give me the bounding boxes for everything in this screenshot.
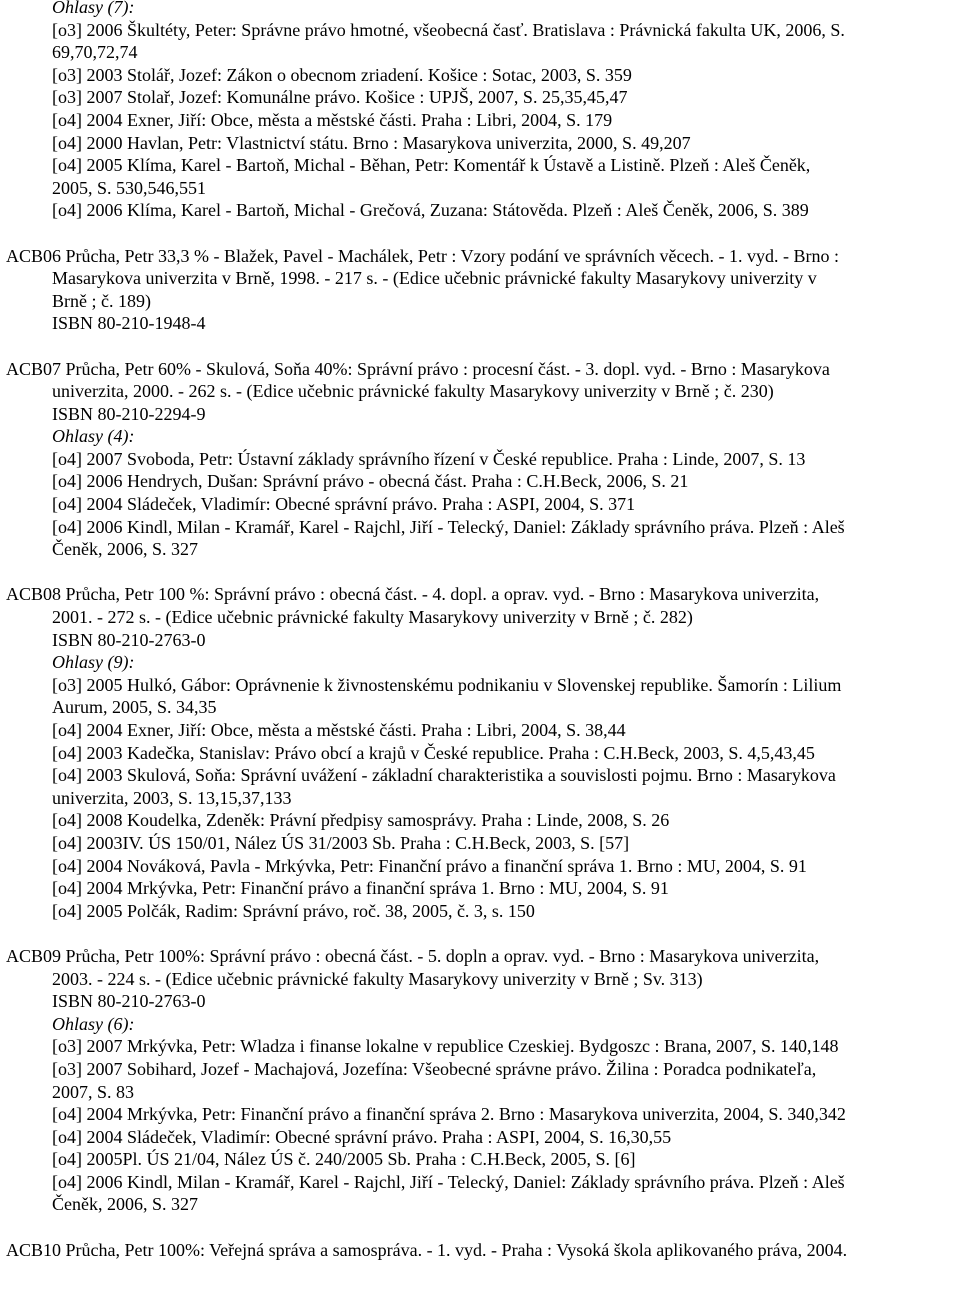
entry-line: ISBN 80-210-1948-4 xyxy=(52,313,206,334)
citations-heading: Ohlasy (9): xyxy=(52,652,135,673)
entry-line: [o3] 2003 Stolář, Jozef: Zákon o obecnom zriadení. Košice : Sotac, 2003, S. 359 xyxy=(52,64,632,85)
entry-line: [o4] 2008 Koudelka, Zdeněk: Právní předpisy samosprávy. Praha : Linde, 2008, S. 26 xyxy=(52,810,670,831)
entry-line: [o3] 2007 Stolař, Jozef: Komunálne právo. Košice : UPJŠ, 2007, S. 25,35,45,47 xyxy=(52,87,628,108)
entry-line: Čeněk, 2006, S. 327 xyxy=(52,539,198,560)
entry-line: Aurum, 2005, S. 34,35 xyxy=(52,697,217,718)
publication-entry xyxy=(6,245,954,335)
entry-line: [o3] 2005 Hulkó, Gábor: Oprávnenie k živnostenskému podnikaniu v Slovenskej republike. Šamorín : Lilium xyxy=(52,674,842,695)
entry-line: Masarykova univerzita v Brně, 1998. - 217 s. - (Edice učebnic právnické fakulty Masarykovy univerzity v xyxy=(52,268,817,289)
entry-line: [o4] 2004 Mrkývka, Petr: Finanční právo a finanční správa 2. Brno : Masarykova univerzita, 2004, S. 340,342 xyxy=(52,1104,846,1125)
entry-line: 2003. - 224 s. - (Edice učebnic právnické fakulty Masarykovy univerzity v Brně ; Sv. 313) xyxy=(52,968,703,989)
publication-entry xyxy=(6,583,954,922)
entry-line: [o4] 2007 Svoboda, Petr: Ústavní základy správního řízení v České republice. Praha : Linde, 2007, S. 13 xyxy=(52,448,806,469)
entry-line: 2001. - 272 s. - (Edice učebnic právnické fakulty Masarykovy univerzity v Brně ; č. 282) xyxy=(52,607,693,628)
entry-heading: ACB07 Průcha, Petr 60% - Skulová, Soňa 40%: Správní právo : procesní část. - 3. dopl. vyd. - Brno : Masarykova xyxy=(6,358,830,379)
entry-line: Brně ; č. 189) xyxy=(52,290,151,311)
entry-spacer xyxy=(6,222,954,245)
entry-spacer xyxy=(6,922,954,945)
entry-line: [o3] 2006 Škultéty, Peter: Správne právo hmotné, všeobecná časť. Bratislava : Právnická fakulta UK, 2006, S. xyxy=(52,19,845,40)
entry-line: [o4] 2004 Sládeček, Vladimír: Obecné správní právo. Praha : ASPI, 2004, S. 16,30,55 xyxy=(52,1126,672,1147)
entry-line: [o3] 2007 Sobihard, Jozef - Machajová, Jozefína: Všeobecné správne právo. Žilina : Poradca podnikateľa, xyxy=(52,1058,817,1079)
entry-line: [o4] 2003IV. ÚS 150/01, Nález ÚS 31/2003 Sb. Praha : C.H.Beck, 2003, S. [57] xyxy=(52,832,630,853)
citations-block xyxy=(6,0,954,222)
entry-heading: ACB08 Průcha, Petr 100 %: Správní právo : obecná část. - 4. dopl. a oprav. vyd. - Brno : Masarykova univerzita, xyxy=(6,584,820,605)
entry-line: [o4] 2006 Kindl, Milan - Kramář, Karel - Rajchl, Jiří - Telecký, Daniel: Základy správního práva. Plzeň : Aleš xyxy=(52,1171,845,1192)
entry-heading: ACB06 Průcha, Petr 33,3 % - Blažek, Pavel - Machálek, Petr : Vzory podání ve správních věcech. - 1. vyd. - Brno : xyxy=(6,245,839,266)
citations-heading: Ohlasy (6): xyxy=(52,1013,135,1034)
entry-line: ISBN 80-210-2763-0 xyxy=(52,991,206,1012)
entry-line: [o4] 2005 Polčák, Radim: Správní právo, roč. 38, 2005, č. 3, s. 150 xyxy=(52,900,535,921)
entry-line: [o4] 2006 Kindl, Milan - Kramář, Karel - Rajchl, Jiří - Telecký, Daniel: Základy správního práva. Plzeň : Aleš xyxy=(52,516,845,537)
citations-heading: Ohlasy (4): xyxy=(52,426,135,447)
entry-spacer xyxy=(6,1216,954,1239)
entry-line: [o3] 2007 Mrkývka, Petr: Wladza i finanse lokalne v republice Czeskiej. Bydgoszc : Brana, 2007, S. 140,148 xyxy=(52,1036,839,1057)
entry-line: ISBN 80-210-2763-0 xyxy=(52,629,206,650)
entry-line: univerzita, 2000. - 262 s. - (Edice učebnic právnické fakulty Masarykovy univerzity v Brně ; č. 230) xyxy=(52,381,774,402)
document-page xyxy=(6,0,954,1261)
entry-spacer xyxy=(6,561,954,584)
entry-line: [o4] 2004 Sládeček, Vladimír: Obecné správní právo. Praha : ASPI, 2004, S. 371 xyxy=(52,494,636,515)
entry-line: 2007, S. 83 xyxy=(52,1081,135,1102)
entry-line: Čeněk, 2006, S. 327 xyxy=(52,1194,198,1215)
entry-line: univerzita, 2003, S. 13,15,37,133 xyxy=(52,787,292,808)
entry-line: [o4] 2006 Klíma, Karel - Bartoň, Michal - Grečová, Zuzana: Státověda. Plzeň : Aleš Čeněk, 2006, S. 389 xyxy=(52,200,809,221)
citations-heading: Ohlasy (7): xyxy=(52,0,135,17)
entry-line: 69,70,72,74 xyxy=(52,42,138,63)
entry-line: [o4] 2003 Kadečka, Stanislav: Právo obcí a krajů v České republice. Praha : C.H.Beck, 2003, S. 4,5,43,45 xyxy=(52,742,815,763)
entry-heading: ACB09 Průcha, Petr 100%: Správní právo : obecná část. - 5. dopln a oprav. vyd. - Brno : Masarykova univerzita, xyxy=(6,945,820,966)
entry-line: [o4] 2005Pl. ÚS 21/04, Nález ÚS č. 240/2005 Sb. Praha : C.H.Beck, 2005, S. [6] xyxy=(52,1149,636,1170)
entry-line: [o4] 2004 Mrkývka, Petr: Finanční právo a finanční správa 1. Brno : MU, 2004, S. 91 xyxy=(52,878,669,899)
entry-line: [o4] 2006 Hendrych, Dušan: Správní právo - obecná část. Praha : C.H.Beck, 2006, S. 21 xyxy=(52,471,689,492)
entry-line: [o4] 2004 Nováková, Pavla - Mrkývka, Petr: Finanční právo a finanční správa 1. Brno : MU, 2004, S. 91 xyxy=(52,855,807,876)
publication-entry xyxy=(6,945,954,1216)
entry-spacer xyxy=(6,335,954,358)
entry-line: [o4] 2004 Exner, Jiří: Obce, města a městské části. Praha : Libri, 2004, S. 179 xyxy=(52,109,613,130)
publication-entry xyxy=(6,358,954,561)
entry-line: 2005, S. 530,546,551 xyxy=(52,177,207,198)
entry-heading: ACB10 Průcha, Petr 100%: Veřejná správa a samospráva. - 1. vyd. - Praha : Vysoká škola aplikovaného práva, 2004. xyxy=(6,1239,848,1260)
entry-line: [o4] 2000 Havlan, Petr: Vlastnictví státu. Brno : Masarykova univerzita, 2000, S. 49,207 xyxy=(52,132,691,153)
publication-entry xyxy=(6,1239,954,1262)
entry-line: [o4] 2003 Skulová, Soňa: Správní uvážení - základní charakteristika a souvislosti pojmu. Brno : Masarykova xyxy=(52,765,836,786)
entry-line: [o4] 2005 Klíma, Karel - Bartoň, Michal - Běhan, Petr: Komentář k Ústavě a Listině. Plzeň : Aleš Čeněk, xyxy=(52,155,811,176)
entry-line: [o4] 2004 Exner, Jiří: Obce, města a městské části. Praha : Libri, 2004, S. 38,44 xyxy=(52,720,626,740)
entry-line: ISBN 80-210-2294-9 xyxy=(52,403,206,424)
